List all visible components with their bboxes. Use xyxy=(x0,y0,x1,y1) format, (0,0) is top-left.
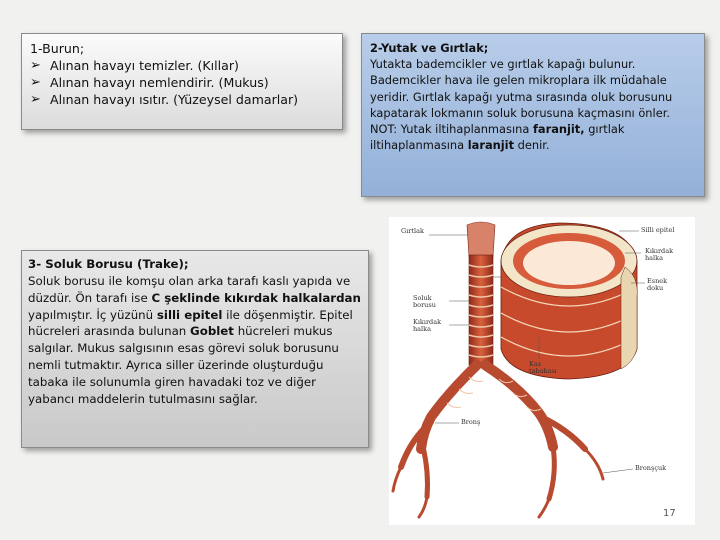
label-bronsi: Bronş xyxy=(461,418,481,426)
arrow-bullet-icon: ➢ xyxy=(30,57,41,73)
nose-item: ➢ Alınan havayı temizler. (Kıllar) xyxy=(30,57,239,73)
trachea-title: 3- Soluk Borusu (Trake); xyxy=(28,257,189,271)
label-silli-epitel: Silli epitel xyxy=(641,226,675,234)
trachea-info-box xyxy=(21,250,369,448)
page-number: 17 xyxy=(663,508,676,519)
pharynx-larynx-box xyxy=(361,33,705,197)
label-esnek-doku: Esnek doku xyxy=(647,277,668,293)
label-kikirdak-halka-right: Kıkırdak halka xyxy=(645,247,674,263)
arrow-bullet-icon: ➢ xyxy=(30,74,41,90)
label-kas-tabakasi: Kas tabakası xyxy=(529,360,557,376)
nose-title: 1-Burun; xyxy=(30,41,85,56)
nose-item: ➢ Alınan havayı ısıtır. (Yüzeysel damarlar) xyxy=(30,92,299,108)
nose-item: ➢ Alınan havayı nemlendirir. (Mukus) xyxy=(30,74,269,91)
trachea-paragraph: Soluk borusu ile komşu olan arka tarafı kaslı yapıda ve düzdür. Ön tarafı ise C şeklinde kıkırdak halkalardan yapılmıştır. İç yüzünü silli epitel ile döşenmiştir. Epitel hücreleri arasında bulunan Goblet hücreleri mukus salgılar. Mukus salgısının esas görevi soluk borusunu nemli tutmaktır. Ayrıca siller üzerinde oluşturduğu tabaka ile solunumla giren havadaki toz ve diğer yabancı maddelerin tutulmasını sağlar. xyxy=(28,273,361,406)
label-girtlak: Gırtlak xyxy=(401,227,424,235)
pharynx-paragraph: Yutakta bademcikler ve gırtlak kapağı bulunur. Bademcikler hava ile gelen mikroplara ilk müdahale yeridir. Gırtlak kapağı yutma sırasında oluk borusunu kapatarak lokmanın soluk borusuna kaçmasını önler. xyxy=(370,57,673,120)
trachea-diagram xyxy=(389,217,695,525)
nose-info-box xyxy=(21,33,343,130)
arrow-bullet-icon: ➢ xyxy=(30,92,41,108)
pharynx-note: NOT: Yutak iltihaplanmasına faranjit, gırtlak iltihaplanmasına laranjit denir. xyxy=(370,121,625,153)
label-bronsiyol: Bronşçuk xyxy=(635,464,667,472)
pharynx-title: 2-Yutak ve Gırtlak; xyxy=(370,41,489,55)
label-kikirdak-halka-left: Kıkırdak halka xyxy=(413,318,442,334)
label-soluk-borusu: Soluk borusu xyxy=(413,294,436,310)
